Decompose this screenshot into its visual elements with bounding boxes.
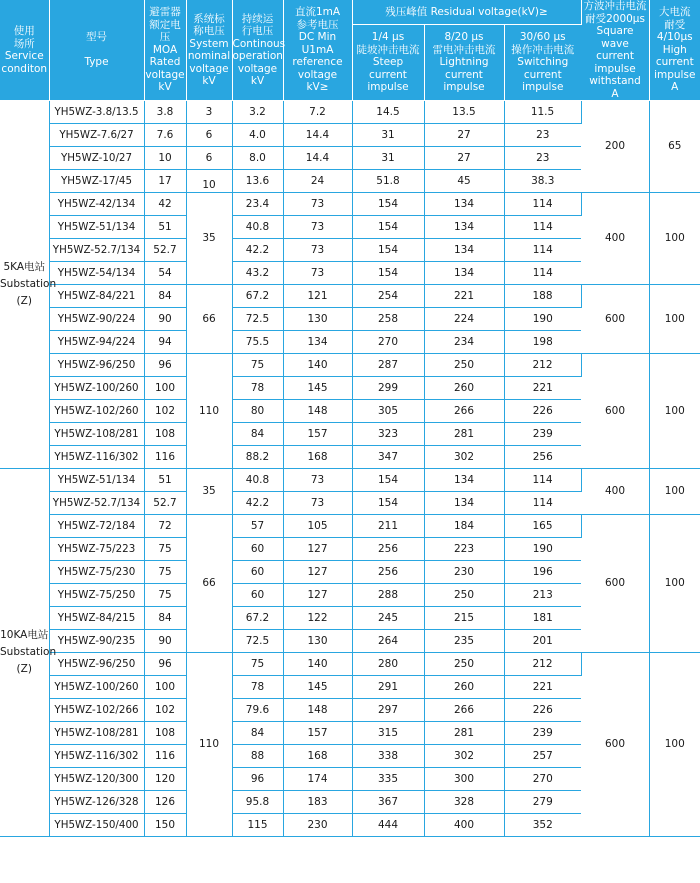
model-type-cell: YH5WZ-51/134 — [49, 216, 144, 239]
steep-cell: 211 — [352, 515, 424, 538]
dc-cell: 105 — [283, 515, 352, 538]
table-body — [0, 101, 700, 837]
continuous-cell: 88 — [232, 745, 283, 768]
rated-cell: 90 — [144, 630, 186, 653]
steep-cell: 245 — [352, 607, 424, 630]
continuous-cell: 96 — [232, 768, 283, 791]
dc-cell: 140 — [283, 653, 352, 676]
switching-cell: 226 — [504, 400, 581, 423]
continuous-cell: 78 — [232, 676, 283, 699]
rated-cell: 102 — [144, 400, 186, 423]
switching-cell: 279 — [504, 791, 581, 814]
model-type-cell: YH5WZ-3.8/13.5 — [49, 101, 144, 124]
rated-cell: 94 — [144, 331, 186, 354]
square-wave-cell: 600 — [581, 653, 649, 837]
steep-cell: 291 — [352, 676, 424, 699]
continuous-cell: 79.6 — [232, 699, 283, 722]
dc-cell: 145 — [283, 676, 352, 699]
continuous-cell: 57 — [232, 515, 283, 538]
continuous-cell: 60 — [232, 561, 283, 584]
model-type-cell: YH5WZ-150/400 — [49, 814, 144, 837]
lightning-cell: 45 — [424, 170, 504, 193]
switching-cell: 226 — [504, 699, 581, 722]
col-header-continuous-voltage: 持续运 行电压 Continous operation voltage kV — [232, 0, 283, 101]
switching-cell: 190 — [504, 308, 581, 331]
steep-cell: 367 — [352, 791, 424, 814]
service-condition-cell: 5KA电站 Substation (Z) — [0, 101, 49, 469]
rated-cell: 126 — [144, 791, 186, 814]
continuous-cell: 13.6 — [232, 170, 283, 193]
switching-cell: 352 — [504, 814, 581, 837]
steep-cell: 14.5 — [352, 101, 424, 124]
dc-cell: 73 — [283, 469, 352, 492]
system-voltage-cell: 110 — [186, 354, 232, 469]
steep-cell: 347 — [352, 446, 424, 469]
dc-cell: 157 — [283, 423, 352, 446]
model-type-cell: YH5WZ-75/250 — [49, 584, 144, 607]
steep-cell: 256 — [352, 538, 424, 561]
rated-cell: 52.7 — [144, 239, 186, 262]
model-type-cell: YH5WZ-102/266 — [49, 699, 144, 722]
lightning-cell: 134 — [424, 469, 504, 492]
steep-cell: 323 — [352, 423, 424, 446]
switching-cell: 190 — [504, 538, 581, 561]
col-header-system-voltage: 系统标 称电压 System nominal voltage kV — [186, 0, 232, 101]
switching-cell: 114 — [504, 262, 581, 285]
col-header-rated-voltage: 避雷器 额定电压 MOA Rated voltage kV — [144, 0, 186, 101]
lightning-cell: 300 — [424, 768, 504, 791]
system-voltage-cell: 66 — [186, 515, 232, 653]
rated-cell: 100 — [144, 676, 186, 699]
dc-cell: 157 — [283, 722, 352, 745]
model-type-cell: YH5WZ-75/230 — [49, 561, 144, 584]
lightning-cell: 27 — [424, 147, 504, 170]
rated-cell: 54 — [144, 262, 186, 285]
continuous-cell: 43.2 — [232, 262, 283, 285]
steep-cell: 305 — [352, 400, 424, 423]
model-type-cell: YH5WZ-96/250 — [49, 653, 144, 676]
steep-cell: 258 — [352, 308, 424, 331]
system-voltage-cell: 6 — [186, 124, 232, 147]
dc-cell: 73 — [283, 239, 352, 262]
lightning-cell: 224 — [424, 308, 504, 331]
rated-cell: 7.6 — [144, 124, 186, 147]
square-wave-cell: 600 — [581, 354, 649, 469]
col-header-square-wave: 方波冲击电流 耐受2000μs Square wave current impulse withstand A — [581, 0, 649, 101]
model-type-cell: YH5WZ-54/134 — [49, 262, 144, 285]
steep-cell: 287 — [352, 354, 424, 377]
switching-cell: 181 — [504, 607, 581, 630]
switching-cell: 23 — [504, 124, 581, 147]
continuous-cell: 23.4 — [232, 193, 283, 216]
square-wave-cell: 200 — [581, 101, 649, 193]
steep-cell: 51.8 — [352, 170, 424, 193]
high-current-cell: 65 — [649, 101, 700, 193]
continuous-cell: 75 — [232, 354, 283, 377]
lightning-cell: 184 — [424, 515, 504, 538]
dc-cell: 14.4 — [283, 124, 352, 147]
table-row — [0, 515, 700, 538]
lightning-cell: 27 — [424, 124, 504, 147]
rated-cell: 90 — [144, 308, 186, 331]
col-header-dc-reference-voltage: 直流1mA 参考电压 DC Min U1mA reference voltage kV≥ — [283, 0, 352, 101]
lightning-cell: 250 — [424, 354, 504, 377]
lightning-cell: 281 — [424, 722, 504, 745]
square-wave-cell: 600 — [581, 285, 649, 354]
col-header-type: 型号 Type — [49, 0, 144, 101]
lightning-cell: 302 — [424, 446, 504, 469]
steep-cell: 270 — [352, 331, 424, 354]
model-type-cell: YH5WZ-72/184 — [49, 515, 144, 538]
steep-cell: 154 — [352, 492, 424, 515]
square-wave-cell: 400 — [581, 193, 649, 285]
continuous-cell: 3.2 — [232, 101, 283, 124]
steep-cell: 288 — [352, 584, 424, 607]
high-current-cell: 100 — [649, 469, 700, 515]
model-type-cell: YH5WZ-94/224 — [49, 331, 144, 354]
model-type-cell: YH5WZ-96/250 — [49, 354, 144, 377]
rated-cell: 120 — [144, 768, 186, 791]
high-current-cell: 100 — [649, 653, 700, 837]
dc-cell: 127 — [283, 584, 352, 607]
rated-cell: 3.8 — [144, 101, 186, 124]
switching-cell: 221 — [504, 377, 581, 400]
switching-cell: 114 — [504, 469, 581, 492]
switching-cell: 257 — [504, 745, 581, 768]
col-header-steep-current: 1/4 μs 陡坡冲击电流 Steep current impulse — [352, 25, 424, 101]
lightning-cell: 223 — [424, 538, 504, 561]
rated-cell: 108 — [144, 722, 186, 745]
high-current-cell: 100 — [649, 193, 700, 285]
dc-cell: 73 — [283, 262, 352, 285]
col-header-lightning-current: 8/20 μs 雷电冲击电流 Lightning current impulse — [424, 25, 504, 101]
steep-cell: 256 — [352, 561, 424, 584]
dc-cell: 7.2 — [283, 101, 352, 124]
dc-cell: 230 — [283, 814, 352, 837]
continuous-cell: 84 — [232, 722, 283, 745]
lightning-cell: 260 — [424, 676, 504, 699]
continuous-cell: 75.5 — [232, 331, 283, 354]
lightning-cell: 250 — [424, 653, 504, 676]
switching-cell: 114 — [504, 193, 581, 216]
steep-cell: 444 — [352, 814, 424, 837]
rated-cell: 72 — [144, 515, 186, 538]
continuous-cell: 4.0 — [232, 124, 283, 147]
switching-cell: 38.3 — [504, 170, 581, 193]
lightning-cell: 281 — [424, 423, 504, 446]
col-header-service: 使用 场所 Service conditon — [0, 0, 49, 101]
model-type-cell: YH5WZ-90/235 — [49, 630, 144, 653]
continuous-cell: 67.2 — [232, 607, 283, 630]
rated-cell: 116 — [144, 446, 186, 469]
rated-cell: 75 — [144, 538, 186, 561]
square-wave-cell: 600 — [581, 515, 649, 653]
continuous-cell: 84 — [232, 423, 283, 446]
steep-cell: 31 — [352, 124, 424, 147]
switching-cell: 188 — [504, 285, 581, 308]
continuous-cell: 72.5 — [232, 308, 283, 331]
switching-cell: 212 — [504, 354, 581, 377]
continuous-cell: 42.2 — [232, 492, 283, 515]
steep-cell: 299 — [352, 377, 424, 400]
dc-cell: 168 — [283, 745, 352, 768]
model-type-cell: YH5WZ-120/300 — [49, 768, 144, 791]
continuous-cell: 60 — [232, 538, 283, 561]
dc-cell: 73 — [283, 193, 352, 216]
rated-cell: 75 — [144, 561, 186, 584]
service-condition-cell: 10KA电站 Substation (Z) — [0, 469, 49, 837]
switching-cell: 270 — [504, 768, 581, 791]
switching-cell: 201 — [504, 630, 581, 653]
rated-cell: 96 — [144, 653, 186, 676]
model-type-cell: YH5WZ-102/260 — [49, 400, 144, 423]
table-row — [0, 101, 700, 124]
steep-cell: 264 — [352, 630, 424, 653]
dc-cell: 130 — [283, 630, 352, 653]
table-row — [0, 193, 700, 216]
continuous-cell: 78 — [232, 377, 283, 400]
switching-cell: 114 — [504, 216, 581, 239]
steep-cell: 315 — [352, 722, 424, 745]
lightning-cell: 134 — [424, 492, 504, 515]
lightning-cell: 234 — [424, 331, 504, 354]
steep-cell: 154 — [352, 216, 424, 239]
model-type-cell: YH5WZ-116/302 — [49, 745, 144, 768]
system-voltage-cell: 110 — [186, 653, 232, 837]
model-type-cell: YH5WZ-42/134 — [49, 193, 144, 216]
lightning-cell: 250 — [424, 584, 504, 607]
switching-cell: 198 — [504, 331, 581, 354]
model-type-cell: YH5WZ-52.7/134 — [49, 492, 144, 515]
continuous-cell: 88.2 — [232, 446, 283, 469]
model-type-cell: YH5WZ-108/281 — [49, 722, 144, 745]
continuous-cell: 115 — [232, 814, 283, 837]
model-type-cell: YH5WZ-84/221 — [49, 285, 144, 308]
model-type-cell: YH5WZ-51/134 — [49, 469, 144, 492]
dc-cell: 168 — [283, 446, 352, 469]
system-voltage-cell: 3 — [186, 101, 232, 124]
model-type-cell: YH5WZ-90/224 — [49, 308, 144, 331]
steep-cell: 31 — [352, 147, 424, 170]
switching-cell: 196 — [504, 561, 581, 584]
model-type-cell: YH5WZ-126/328 — [49, 791, 144, 814]
system-voltage-cell: 10 — [186, 170, 232, 193]
model-type-cell: YH5WZ-75/223 — [49, 538, 144, 561]
lightning-cell: 134 — [424, 193, 504, 216]
model-type-cell: YH5WZ-116/302 — [49, 446, 144, 469]
continuous-cell: 40.8 — [232, 469, 283, 492]
model-type-cell: YH5WZ-84/215 — [49, 607, 144, 630]
model-type-cell: YH5WZ-108/281 — [49, 423, 144, 446]
switching-cell: 165 — [504, 515, 581, 538]
lightning-cell: 221 — [424, 285, 504, 308]
lightning-cell: 266 — [424, 699, 504, 722]
system-voltage-cell: 35 — [186, 469, 232, 515]
dc-cell: 134 — [283, 331, 352, 354]
rated-cell: 108 — [144, 423, 186, 446]
rated-cell: 84 — [144, 285, 186, 308]
switching-cell: 11.5 — [504, 101, 581, 124]
table-header — [0, 0, 700, 101]
continuous-cell: 72.5 — [232, 630, 283, 653]
dc-cell: 183 — [283, 791, 352, 814]
dc-cell: 174 — [283, 768, 352, 791]
table-row — [0, 285, 700, 308]
lightning-cell: 134 — [424, 239, 504, 262]
continuous-cell: 60 — [232, 584, 283, 607]
lightning-cell: 13.5 — [424, 101, 504, 124]
steep-cell: 254 — [352, 285, 424, 308]
system-voltage-cell: 6 — [186, 147, 232, 170]
model-type-cell: YH5WZ-100/260 — [49, 377, 144, 400]
lightning-cell: 215 — [424, 607, 504, 630]
rated-cell: 51 — [144, 216, 186, 239]
dc-cell: 127 — [283, 561, 352, 584]
steep-cell: 154 — [352, 469, 424, 492]
dc-cell: 130 — [283, 308, 352, 331]
steep-cell: 280 — [352, 653, 424, 676]
table-row — [0, 354, 700, 377]
steep-cell: 338 — [352, 745, 424, 768]
model-type-cell: YH5WZ-7.6/27 — [49, 124, 144, 147]
lightning-cell: 235 — [424, 630, 504, 653]
continuous-cell: 80 — [232, 400, 283, 423]
model-type-cell: YH5WZ-100/260 — [49, 676, 144, 699]
high-current-cell: 100 — [649, 354, 700, 469]
steep-cell: 154 — [352, 239, 424, 262]
switching-cell: 213 — [504, 584, 581, 607]
rated-cell: 42 — [144, 193, 186, 216]
system-voltage-cell: 66 — [186, 285, 232, 354]
model-type-cell: YH5WZ-10/27 — [49, 147, 144, 170]
dc-cell: 14.4 — [283, 147, 352, 170]
dc-cell: 127 — [283, 538, 352, 561]
switching-cell: 239 — [504, 423, 581, 446]
lightning-cell: 134 — [424, 262, 504, 285]
lightning-cell: 230 — [424, 561, 504, 584]
rated-cell: 75 — [144, 584, 186, 607]
table-row — [0, 653, 700, 676]
rated-cell: 96 — [144, 354, 186, 377]
lightning-cell: 134 — [424, 216, 504, 239]
dc-cell: 148 — [283, 400, 352, 423]
continuous-cell: 8.0 — [232, 147, 283, 170]
continuous-cell: 40.8 — [232, 216, 283, 239]
dc-cell: 121 — [283, 285, 352, 308]
switching-cell: 114 — [504, 492, 581, 515]
steep-cell: 154 — [352, 262, 424, 285]
switching-cell: 114 — [504, 239, 581, 262]
dc-cell: 73 — [283, 492, 352, 515]
dc-cell: 145 — [283, 377, 352, 400]
lightning-cell: 266 — [424, 400, 504, 423]
switching-cell: 23 — [504, 147, 581, 170]
dc-cell: 148 — [283, 699, 352, 722]
model-type-cell: YH5WZ-17/45 — [49, 170, 144, 193]
square-wave-cell: 400 — [581, 469, 649, 515]
continuous-cell: 95.8 — [232, 791, 283, 814]
switching-cell: 221 — [504, 676, 581, 699]
dc-cell: 24 — [283, 170, 352, 193]
continuous-cell: 67.2 — [232, 285, 283, 308]
rated-cell: 52.7 — [144, 492, 186, 515]
steep-cell: 335 — [352, 768, 424, 791]
dc-cell: 140 — [283, 354, 352, 377]
rated-cell: 84 — [144, 607, 186, 630]
col-header-switching-current: 30/60 μs 操作冲击电流 Switching current impulse — [504, 25, 581, 101]
rated-cell: 116 — [144, 745, 186, 768]
rated-cell: 10 — [144, 147, 186, 170]
col-header-residual-voltage: 残压峰值 Residual voltage(kV)≥ — [352, 0, 581, 25]
steep-cell: 154 — [352, 193, 424, 216]
switching-cell: 212 — [504, 653, 581, 676]
dc-cell: 122 — [283, 607, 352, 630]
rated-cell: 51 — [144, 469, 186, 492]
switching-cell: 256 — [504, 446, 581, 469]
continuous-cell: 75 — [232, 653, 283, 676]
model-type-cell: YH5WZ-52.7/134 — [49, 239, 144, 262]
rated-cell: 102 — [144, 699, 186, 722]
lightning-cell: 260 — [424, 377, 504, 400]
dc-cell: 73 — [283, 216, 352, 239]
continuous-cell: 42.2 — [232, 239, 283, 262]
lightning-cell: 400 — [424, 814, 504, 837]
high-current-cell: 100 — [649, 285, 700, 354]
rated-cell: 100 — [144, 377, 186, 400]
col-header-high-current: 大电流 耐受4/10μs High current impulse A — [649, 0, 700, 101]
rated-cell: 17 — [144, 170, 186, 193]
high-current-cell: 100 — [649, 515, 700, 653]
steep-cell: 297 — [352, 699, 424, 722]
switching-cell: 239 — [504, 722, 581, 745]
table-row — [0, 469, 700, 492]
system-voltage-cell: 35 — [186, 193, 232, 285]
lightning-cell: 328 — [424, 791, 504, 814]
rated-cell: 150 — [144, 814, 186, 837]
lightning-cell: 302 — [424, 745, 504, 768]
